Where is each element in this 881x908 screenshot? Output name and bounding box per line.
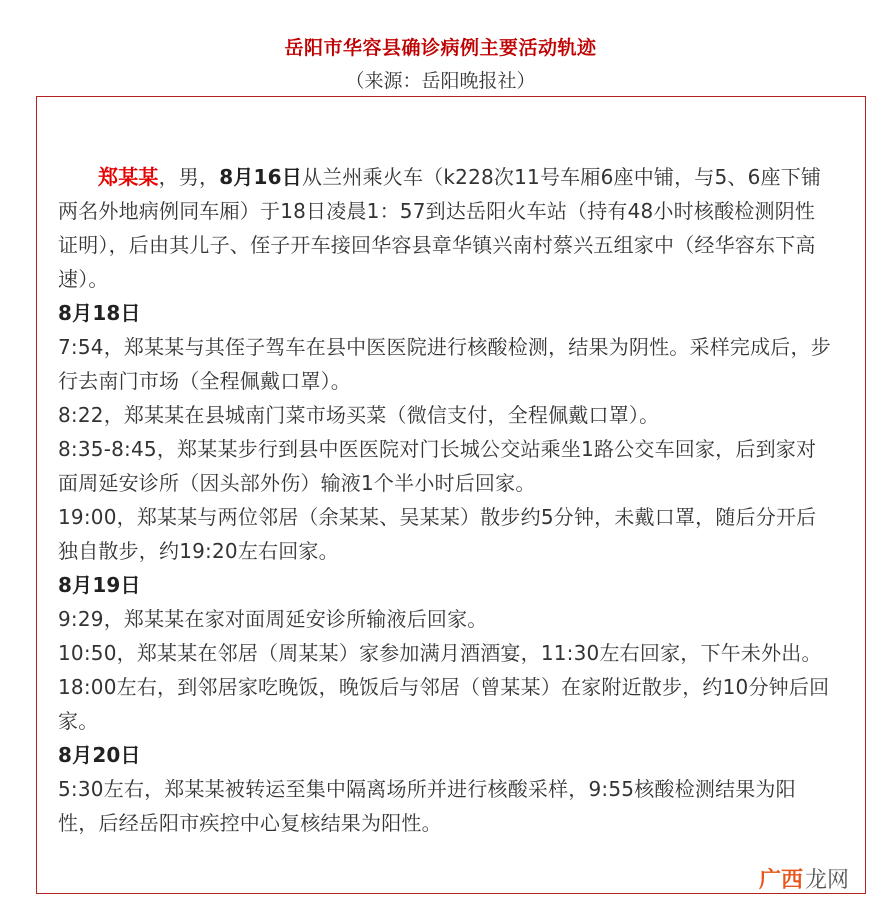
section-date-aug20: 8月20日: [58, 743, 141, 767]
intro-text: 从兰州乘火车（k228次11号车厢6座中铺，与5、6座下铺两名外地病例同车厢）于18日凌晨1：57到达岳阳火车站（持有48小时核酸检测阴性证明），后由其儿子、侄子开车接回华容县章华镇兴南村蔡兴五组家中（经华容东下高速）。: [58, 165, 822, 291]
patient-name: 郑某某: [98, 165, 159, 189]
source-line: （来源：岳阳晚报社）: [345, 70, 536, 92]
page-title: 岳阳市华容县确诊病例主要活动轨迹: [284, 37, 597, 59]
timeline-entry: 5:30左右，郑某某被转运至集中隔离场所并进行核酸采样，9:55核酸检测结果为阳性，后经岳阳市疾控中心复核结果为阳性。: [58, 777, 796, 835]
intro-after-name: ，男，: [158, 165, 220, 189]
timeline-entry: 8:22，郑某某在县城南门菜市场买菜（微信支付，全程佩戴口罩）。: [58, 403, 660, 427]
intro-paragraph: [58, 160, 834, 296]
timeline-entry: 10:50，郑某某在邻居（周某某）家参加满月酒酒宴，11:30左右回家，下午未外出。18:00左右，到邻居家吃晚饭，晚饭后与邻居（曾某某）在家附近散步，约10分钟后回家。: [58, 641, 830, 733]
section-date-aug19: 8月19日: [58, 573, 141, 597]
watermark-logo: [759, 863, 849, 894]
timeline-entry: 19:00，郑某某与两位邻居（余某某、吴某某）散步约5分钟，未戴口罩，随后分开后独自散步，约19:20左右回家。: [58, 505, 817, 563]
watermark-text: 龙网: [804, 868, 849, 893]
timeline-entry: 8:35-8:45，郑某某步行到县中医医院对门长城公交站乘坐1路公交车回家，后到家对面周延安诊所（因头部外伤）输液1个半小时后回家。: [58, 437, 817, 495]
watermark-mark: 广西: [758, 868, 803, 893]
intro-date: 8月16日: [219, 165, 302, 189]
section-date-aug18: 8月18日: [58, 301, 141, 325]
timeline-entry: 7:54，郑某某与其侄子驾车在县中医医院进行核酸检测，结果为阴性。采样完成后，步行去南门市场（全程佩戴口罩）。: [58, 335, 831, 393]
timeline-entry: 9:29，郑某某在家对面周延安诊所输液后回家。: [58, 607, 488, 631]
article-body: [58, 160, 834, 840]
